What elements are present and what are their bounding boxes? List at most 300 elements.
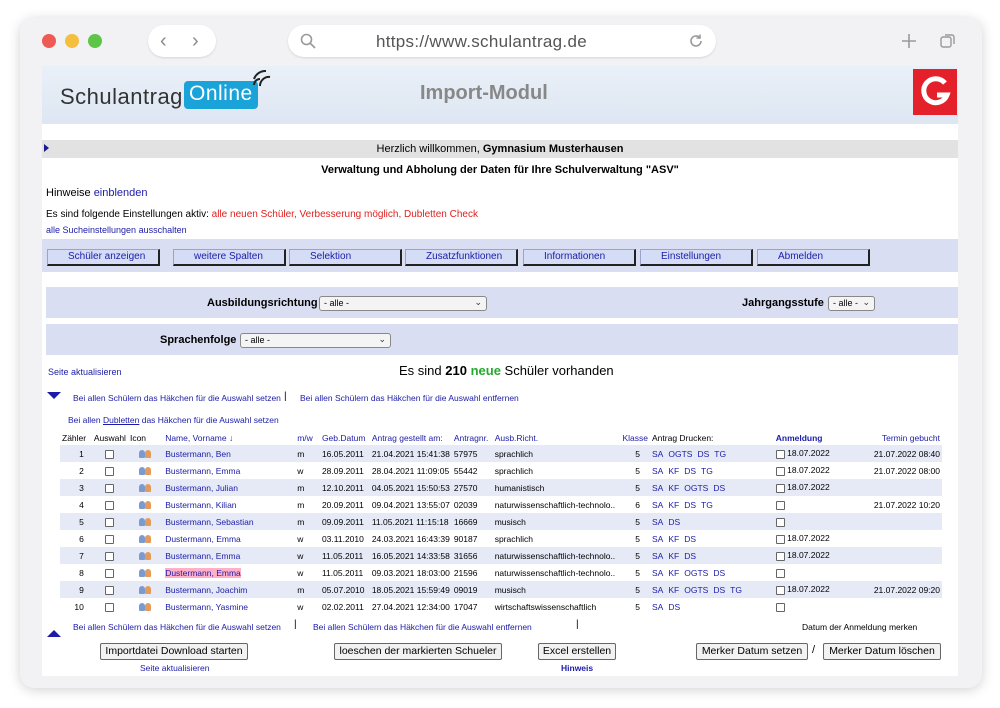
maximize-window-button[interactable] bbox=[88, 34, 102, 48]
cell-termin bbox=[872, 479, 942, 496]
cell-name bbox=[163, 581, 295, 598]
cell-antragnr: 09019 bbox=[452, 581, 493, 598]
active-settings bbox=[46, 209, 478, 220]
cell-name bbox=[163, 513, 295, 530]
cell-icon bbox=[128, 564, 163, 581]
cell-klasse: 5 bbox=[617, 598, 650, 615]
abmelden-button[interactable]: Abmelden bbox=[757, 249, 870, 266]
cell-ausb: wirtschaftswissenschaftlich bbox=[493, 598, 617, 615]
family-icon[interactable] bbox=[139, 465, 152, 476]
cell-auswahl bbox=[92, 462, 128, 479]
col-drucken: Antrag Drucken: bbox=[652, 432, 714, 443]
anmeldung-date: 18.07.2022 bbox=[787, 550, 830, 561]
sprachenfolge-value: - alle - bbox=[245, 335, 271, 345]
cell-auswahl bbox=[92, 598, 128, 615]
web-page bbox=[42, 66, 958, 676]
family-icon[interactable] bbox=[139, 448, 152, 459]
print-sa-link[interactable]: SA bbox=[652, 533, 664, 544]
einstellungen-button[interactable]: Einstellungen bbox=[640, 249, 753, 266]
cell-antragnr: 16669 bbox=[452, 513, 493, 530]
print-kf-link[interactable]: KF bbox=[668, 482, 680, 493]
signal-icon bbox=[252, 69, 274, 87]
col-mw[interactable]: m/w bbox=[297, 432, 313, 443]
cell-name bbox=[163, 547, 295, 564]
table-row bbox=[60, 479, 942, 496]
filter-row-2 bbox=[46, 324, 958, 355]
cell-anmeldung bbox=[774, 445, 872, 462]
cell-ausb: sprachlich bbox=[493, 530, 617, 547]
family-icon[interactable] bbox=[139, 516, 152, 527]
cell-zaehler: 5 bbox=[60, 513, 92, 530]
disable-search-settings-link[interactable]: alle Sucheinstellungen ausschalten bbox=[46, 225, 187, 235]
cell-ausb: sprachlich bbox=[493, 445, 617, 462]
table-row bbox=[60, 513, 942, 530]
cell-ausb: humanistisch bbox=[493, 479, 617, 496]
address-bar[interactable] bbox=[288, 25, 716, 57]
anmeldung-checkbox[interactable] bbox=[776, 484, 785, 493]
cell-auswahl bbox=[92, 479, 128, 496]
ausbildungsrichtung-value: - alle - bbox=[324, 298, 350, 308]
cell-klasse: 5 bbox=[617, 564, 650, 581]
welcome-bar bbox=[42, 140, 958, 158]
cell-termin bbox=[872, 547, 942, 564]
cell-icon bbox=[128, 462, 163, 479]
table-body bbox=[60, 445, 942, 615]
cell-drucken bbox=[650, 564, 774, 581]
print-tg-link[interactable]: TG bbox=[701, 465, 713, 476]
table-row bbox=[60, 445, 942, 462]
anmeldung-checkbox[interactable] bbox=[776, 569, 785, 578]
cell-klasse: 5 bbox=[617, 462, 650, 479]
school-name: Gymnasium Musterhausen bbox=[482, 143, 624, 155]
student-name-link[interactable]: Bustermann, Emma bbox=[165, 465, 241, 476]
print-ogts-link[interactable]: OGTS bbox=[684, 482, 709, 493]
student-name-link[interactable]: Bustermann, Ben bbox=[165, 448, 231, 459]
cell-termin: 21.07.2022 08:00 bbox=[872, 462, 942, 479]
chevron-left-icon[interactable]: ‹ bbox=[160, 30, 167, 52]
print-ds-link[interactable]: DS bbox=[713, 584, 726, 595]
seite-aktualisieren-link[interactable]: Seite aktualisieren bbox=[48, 367, 122, 377]
sprachenfolge-select[interactable] bbox=[240, 333, 391, 348]
anmeldung-checkbox[interactable] bbox=[776, 535, 785, 544]
cell-anmeldung bbox=[774, 513, 872, 530]
cell-gestellt: 21.04.2021 15:41:38 bbox=[370, 445, 452, 462]
anmeldung-checkbox[interactable] bbox=[776, 450, 785, 459]
cell-name bbox=[163, 598, 295, 615]
print-ds-link[interactable]: DS bbox=[684, 550, 697, 561]
print-ogts-link[interactable]: OGTS bbox=[668, 448, 693, 459]
auswahl-checkbox[interactable] bbox=[105, 467, 114, 476]
cell-drucken bbox=[650, 496, 774, 513]
cell-anmeldung bbox=[774, 547, 872, 564]
hinweise-einblenden-link[interactable]: einblenden bbox=[93, 187, 148, 199]
cell-drucken bbox=[650, 598, 774, 615]
datum-merken-label: Datum der Anmeldung merken bbox=[802, 622, 918, 632]
cell-gestellt: 11.05.2021 11:15:18 bbox=[370, 513, 452, 530]
family-icon[interactable] bbox=[139, 533, 152, 544]
count-prefix: Es sind bbox=[399, 363, 446, 378]
active-settings-list: alle neuen Schüler, Verbesserung möglich, Dubletten Check bbox=[211, 209, 478, 220]
cell-gestellt: 16.05.2021 14:33:58 bbox=[370, 547, 452, 564]
cell-anmeldung bbox=[774, 530, 872, 547]
cell-antragnr: 17047 bbox=[452, 598, 493, 615]
print-sa-link[interactable]: SA bbox=[652, 601, 664, 612]
cell-auswahl bbox=[92, 581, 128, 598]
cell-drucken bbox=[650, 445, 774, 462]
family-icon[interactable] bbox=[139, 550, 152, 561]
cell-name bbox=[163, 496, 295, 513]
cell-termin: 21.07.2022 10:20 bbox=[872, 496, 942, 513]
cell-anmeldung bbox=[774, 496, 872, 513]
cell-icon bbox=[128, 445, 163, 462]
cell-antragnr: 31656 bbox=[452, 547, 493, 564]
cell-termin bbox=[872, 530, 942, 547]
cell-antragnr: 55442 bbox=[452, 462, 493, 479]
print-kf-link[interactable]: KF bbox=[668, 584, 680, 595]
cell-mw: w bbox=[295, 547, 320, 564]
cell-auswahl bbox=[92, 445, 128, 462]
family-icon[interactable] bbox=[139, 584, 152, 595]
minimize-window-button[interactable] bbox=[65, 34, 79, 48]
print-sa-link[interactable]: SA bbox=[652, 567, 664, 578]
deselect-all-link-bottom[interactable]: Bei allen Schülern das Häkchen für die Auswahl entfernen bbox=[313, 622, 532, 632]
cell-ausb: naturwissenschaftlich-technolo.. bbox=[493, 547, 617, 564]
page-subtitle: Verwaltung und Abholung der Daten für Ihre Schulverwaltung "ASV" bbox=[321, 164, 679, 176]
cell-klasse: 5 bbox=[617, 547, 650, 564]
col-name-sort[interactable]: Name, Vorname ↓ bbox=[165, 432, 234, 443]
cell-ausb: naturwissenschaftlich-technolo.. bbox=[493, 496, 617, 513]
cell-geb: 28.09.2011 bbox=[320, 462, 370, 479]
student-name-link[interactable]: Bustermann, Julian bbox=[165, 482, 238, 493]
cell-klasse: 5 bbox=[617, 581, 650, 598]
filter-row-1 bbox=[46, 287, 958, 318]
reload-icon[interactable] bbox=[688, 33, 704, 49]
family-icon[interactable] bbox=[139, 499, 152, 510]
cell-termin bbox=[872, 513, 942, 530]
new-tab-icon[interactable] bbox=[901, 33, 917, 49]
cell-zaehler: 6 bbox=[60, 530, 92, 547]
print-kf-link[interactable]: KF bbox=[668, 533, 680, 544]
cell-zaehler: 9 bbox=[60, 581, 92, 598]
print-kf-link[interactable]: KF bbox=[668, 550, 680, 561]
slash-separator: / bbox=[812, 644, 816, 656]
cell-geb: 05.07.2010 bbox=[320, 581, 370, 598]
print-ds-link[interactable]: DS bbox=[684, 533, 697, 544]
jahrgangsstufe-label: Jahrgangsstufe bbox=[742, 297, 824, 309]
print-tg-link[interactable]: TG bbox=[714, 448, 727, 459]
col-zaehler: Zähler bbox=[62, 432, 87, 443]
cell-antragnr: 21596 bbox=[452, 564, 493, 581]
cell-drucken bbox=[650, 513, 774, 530]
col-geb[interactable]: Geb.Datum bbox=[321, 432, 366, 443]
chevron-down-icon: ⌄ bbox=[474, 297, 482, 307]
table-row bbox=[60, 496, 942, 513]
cell-auswahl bbox=[92, 564, 128, 581]
welcome-prefix: Herzlich willkommen, bbox=[376, 143, 483, 155]
auswahl-checkbox[interactable] bbox=[105, 603, 114, 612]
logo-online-badge: Online bbox=[184, 81, 258, 109]
table-row bbox=[60, 530, 942, 547]
close-window-button[interactable] bbox=[42, 34, 56, 48]
scroll-up-icon[interactable] bbox=[47, 630, 61, 637]
student-name-link[interactable]: Bustermann, Yasmine bbox=[165, 601, 249, 612]
ausbildungsrichtung-select[interactable] bbox=[319, 296, 487, 311]
informationen-button[interactable]: Informationen bbox=[523, 249, 636, 266]
anmeldung-checkbox[interactable] bbox=[776, 603, 785, 612]
cell-mw: w bbox=[295, 598, 320, 615]
print-ds-link[interactable]: DS bbox=[713, 567, 726, 578]
chevron-right-icon[interactable]: › bbox=[192, 30, 199, 52]
cell-klasse: 5 bbox=[617, 479, 650, 496]
cell-zaehler: 8 bbox=[60, 564, 92, 581]
col-ausb[interactable]: Ausb.Richt. bbox=[494, 432, 539, 443]
cell-gestellt: 09.04.2021 13:55:07 bbox=[370, 496, 452, 513]
col-klasse[interactable]: Klasse bbox=[622, 432, 648, 443]
cell-mw: w bbox=[295, 530, 320, 547]
auswahl-checkbox[interactable] bbox=[105, 569, 114, 578]
cell-zaehler: 2 bbox=[60, 462, 92, 479]
import-download-button[interactable]: Importdatei Download starten bbox=[100, 643, 248, 660]
student-table bbox=[60, 430, 942, 615]
jahrgangsstufe-select[interactable] bbox=[828, 296, 875, 311]
cell-name bbox=[163, 462, 295, 479]
cell-gestellt: 28.04.2021 11:09:05 bbox=[370, 462, 452, 479]
cell-antragnr: 90187 bbox=[452, 530, 493, 547]
brand-logo bbox=[913, 69, 957, 115]
scroll-down-icon[interactable] bbox=[47, 392, 61, 399]
anmeldung-date: 18.07.2022 bbox=[787, 482, 830, 493]
print-ds-link[interactable]: DS bbox=[713, 482, 726, 493]
separator: | bbox=[294, 619, 297, 630]
print-ds-link[interactable]: DS bbox=[684, 499, 697, 510]
auswahl-checkbox[interactable] bbox=[105, 535, 114, 544]
cell-mw: m bbox=[295, 496, 320, 513]
tabs-overview-icon[interactable] bbox=[940, 33, 956, 49]
cell-name bbox=[163, 564, 295, 581]
loeschen-markierte-button[interactable]: loeschen der markierten Schueler bbox=[334, 643, 502, 660]
dup-prefix: Bei allen bbox=[68, 415, 103, 425]
cell-klasse: 5 bbox=[617, 513, 650, 530]
student-name-link[interactable]: Dustermann, Emma bbox=[165, 567, 241, 578]
print-sa-link[interactable]: SA bbox=[652, 499, 664, 510]
logo-text: Schulantrag bbox=[60, 84, 183, 109]
col-icon: Icon bbox=[129, 432, 147, 443]
student-count bbox=[399, 363, 614, 378]
cell-mw: m bbox=[295, 479, 320, 496]
cell-icon bbox=[128, 479, 163, 496]
print-sa-link[interactable]: SA bbox=[652, 448, 664, 459]
auswahl-checkbox[interactable] bbox=[105, 484, 114, 493]
cell-drucken bbox=[650, 530, 774, 547]
col-auswahl: Auswahl bbox=[93, 432, 126, 443]
anmeldung-checkbox[interactable] bbox=[776, 467, 785, 476]
g-logo-icon bbox=[913, 69, 957, 115]
ausbildungsrichtung-label: Ausbildungsrichtung bbox=[207, 297, 318, 309]
cell-geb: 11.05.2011 bbox=[320, 547, 370, 564]
print-tg-link[interactable]: TG bbox=[701, 499, 713, 510]
excel-erstellen-button[interactable]: Excel erstellen bbox=[538, 643, 616, 660]
cell-antragnr: 02039 bbox=[452, 496, 493, 513]
selektion-button[interactable]: Selektion bbox=[289, 249, 402, 266]
cell-termin bbox=[872, 598, 942, 615]
chevron-down-icon: ⌄ bbox=[378, 334, 386, 344]
cell-auswahl bbox=[92, 513, 128, 530]
print-sa-link[interactable]: SA bbox=[652, 550, 664, 561]
zusatzfunktionen-button[interactable]: Zusatzfunktionen bbox=[405, 249, 518, 266]
cell-mw: m bbox=[295, 513, 320, 530]
separator: | bbox=[576, 619, 579, 630]
print-ds-link[interactable]: DS bbox=[668, 601, 681, 612]
history-nav bbox=[148, 25, 216, 57]
count-number: 210 bbox=[445, 363, 467, 378]
student-name-link[interactable]: Bustermann, Emma bbox=[165, 550, 241, 561]
print-ds-link[interactable]: DS bbox=[684, 465, 697, 476]
print-ogts-link[interactable]: OGTS bbox=[684, 567, 709, 578]
anmeldung-checkbox[interactable] bbox=[776, 552, 785, 561]
chevron-down-icon: ⌄ bbox=[862, 297, 870, 307]
cell-auswahl bbox=[92, 530, 128, 547]
cell-geb: 16.05.2011 bbox=[320, 445, 370, 462]
cell-name bbox=[163, 445, 295, 462]
count-suffix: Schüler vorhanden bbox=[500, 363, 614, 378]
col-anmeldung[interactable]: Anmeldung bbox=[775, 432, 823, 443]
cell-zaehler: 10 bbox=[60, 598, 92, 615]
select-all-link[interactable]: Bei allen Schülern das Häkchen für die Auswahl setzen bbox=[73, 393, 281, 403]
cell-icon bbox=[128, 547, 163, 564]
cell-geb: 11.05.2011 bbox=[320, 564, 370, 581]
cell-mw: w bbox=[295, 564, 320, 581]
col-termin[interactable]: Termin gebucht bbox=[881, 432, 940, 443]
cell-mw: w bbox=[295, 462, 320, 479]
auswahl-checkbox[interactable] bbox=[105, 552, 114, 561]
auswahl-checkbox[interactable] bbox=[105, 518, 114, 527]
browser-titlebar bbox=[20, 18, 982, 66]
cell-antragnr: 27570 bbox=[452, 479, 493, 496]
hinweise-line bbox=[46, 187, 148, 199]
dubletten-line bbox=[68, 415, 279, 425]
cell-geb: 03.11.2010 bbox=[320, 530, 370, 547]
cell-geb: 12.10.2011 bbox=[320, 479, 370, 496]
cell-termin bbox=[872, 564, 942, 581]
cell-anmeldung bbox=[774, 479, 872, 496]
print-tg-link[interactable]: TG bbox=[730, 584, 742, 595]
deselect-all-link[interactable]: Bei allen Schülern das Häkchen für die Auswahl entfernen bbox=[300, 393, 519, 403]
cell-icon bbox=[128, 513, 163, 530]
cell-anmeldung bbox=[774, 598, 872, 615]
cell-antragnr: 57975 bbox=[452, 445, 493, 462]
cell-name bbox=[163, 530, 295, 547]
anmeldung-checkbox[interactable] bbox=[776, 586, 785, 595]
anmeldung-checkbox[interactable] bbox=[776, 518, 785, 527]
student-name-link[interactable]: Bustermann, Sebastian bbox=[165, 516, 254, 527]
print-sa-link[interactable]: SA bbox=[652, 516, 664, 527]
anmeldung-date: 18.07.2022 bbox=[787, 584, 830, 595]
anmeldung-date: 18.07.2022 bbox=[787, 448, 830, 459]
cell-drucken bbox=[650, 479, 774, 496]
cell-geb: 09.09.2011 bbox=[320, 513, 370, 530]
student-name-link[interactable]: Bustermann, Joachim bbox=[165, 584, 248, 595]
cell-gestellt: 24.03.2021 16:43:39 bbox=[370, 530, 452, 547]
page-header bbox=[42, 66, 958, 124]
cell-termin: 21.07.2022 09:20 bbox=[872, 581, 942, 598]
auswahl-checkbox[interactable] bbox=[105, 501, 114, 510]
cell-drucken bbox=[650, 547, 774, 564]
student-name-link[interactable]: Dustermann, Emma bbox=[165, 533, 241, 544]
cell-zaehler: 4 bbox=[60, 496, 92, 513]
family-icon[interactable] bbox=[139, 567, 152, 578]
dubletten-link[interactable]: Dubletten bbox=[102, 415, 140, 425]
select-all-link-bottom[interactable]: Bei allen Schülern das Häkchen für die Auswahl setzen bbox=[73, 622, 281, 632]
hinweis-link[interactable]: Hinweis bbox=[561, 663, 594, 673]
anmeldung-date: 18.07.2022 bbox=[787, 533, 830, 544]
anmeldung-checkbox[interactable] bbox=[776, 501, 785, 510]
jahrgangsstufe-value: - alle - bbox=[833, 298, 859, 308]
cell-gestellt: 09.03.2021 18:03:00 bbox=[370, 564, 452, 581]
cell-icon bbox=[128, 581, 163, 598]
url-text: https://www.schulantrag.de bbox=[376, 32, 587, 51]
print-kf-link[interactable]: KF bbox=[668, 567, 680, 578]
search-icon bbox=[300, 33, 316, 49]
weitere-spalten-button[interactable]: weitere Spalten bbox=[173, 249, 286, 266]
cell-drucken bbox=[650, 462, 774, 479]
family-icon[interactable] bbox=[139, 601, 152, 612]
cell-zaehler: 1 bbox=[60, 445, 92, 462]
merker-datum-setzen-button[interactable]: Merker Datum setzen bbox=[696, 643, 808, 660]
family-icon[interactable] bbox=[139, 482, 152, 493]
cell-icon bbox=[128, 496, 163, 513]
table-row bbox=[60, 598, 942, 615]
auswahl-checkbox[interactable] bbox=[105, 450, 114, 459]
sprachenfolge-label: Sprachenfolge bbox=[160, 334, 237, 346]
cell-anmeldung bbox=[774, 462, 872, 479]
auswahl-checkbox[interactable] bbox=[105, 586, 114, 595]
print-kf-link[interactable]: KF bbox=[668, 499, 680, 510]
browser-window bbox=[20, 18, 982, 688]
cell-ausb: naturwissenschaftlich-technolo.. bbox=[493, 564, 617, 581]
student-name-link[interactable]: Bustermann, Kilian bbox=[165, 499, 237, 510]
table-row bbox=[60, 581, 942, 598]
cell-drucken bbox=[650, 581, 774, 598]
print-ogts-link[interactable]: OGTS bbox=[684, 584, 709, 595]
print-sa-link[interactable]: SA bbox=[652, 584, 664, 595]
print-ds-link[interactable]: DS bbox=[668, 516, 681, 527]
cell-gestellt: 18.05.2021 15:59:49 bbox=[370, 581, 452, 598]
separator: | bbox=[284, 391, 287, 402]
cell-ausb: musisch bbox=[493, 513, 617, 530]
print-sa-link[interactable]: SA bbox=[652, 482, 664, 493]
seite-aktualisieren-link-bottom[interactable]: Seite aktualisieren bbox=[140, 663, 210, 673]
print-ds-link[interactable]: DS bbox=[697, 448, 710, 459]
cell-ausb: musisch bbox=[493, 581, 617, 598]
print-kf-link[interactable]: KF bbox=[668, 465, 680, 476]
schueler-anzeigen-button[interactable]: Schüler anzeigen bbox=[47, 249, 160, 266]
table-row bbox=[60, 564, 942, 581]
cell-auswahl bbox=[92, 547, 128, 564]
count-neue: neue bbox=[470, 363, 501, 378]
merker-datum-loeschen-button[interactable]: Merker Datum löschen bbox=[823, 643, 941, 660]
cell-mw: m bbox=[295, 445, 320, 462]
col-antragnr[interactable]: Antragnr. bbox=[453, 432, 489, 443]
table-row bbox=[60, 547, 942, 564]
cell-name bbox=[163, 479, 295, 496]
cell-termin: 21.07.2022 08:40 bbox=[872, 445, 942, 462]
nav-button-bar bbox=[42, 239, 958, 272]
cell-zaehler: 7 bbox=[60, 547, 92, 564]
expand-arrow-icon[interactable] bbox=[44, 144, 49, 152]
cell-zaehler: 3 bbox=[60, 479, 92, 496]
print-sa-link[interactable]: SA bbox=[652, 465, 664, 476]
col-gestellt[interactable]: Antrag gestellt am: bbox=[371, 432, 443, 443]
